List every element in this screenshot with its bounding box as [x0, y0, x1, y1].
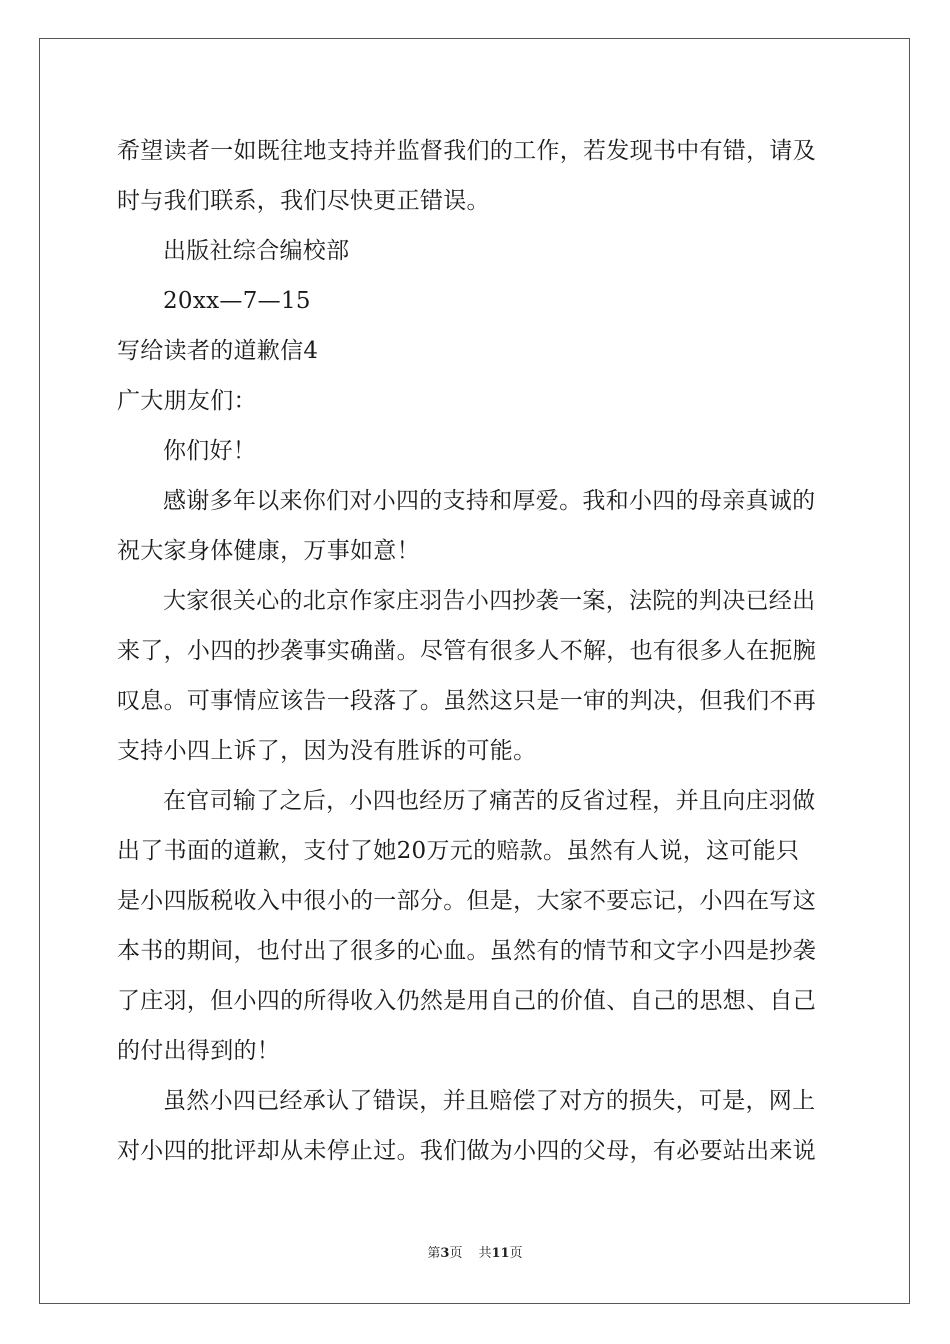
signature-date: 20xx—7—15 [163, 288, 311, 314]
paragraph-line: 祝大家身体健康，万事如意！ [117, 538, 420, 564]
letter-salutation: 广大朋友们： [117, 388, 257, 414]
paragraph-line: 大家很关心的北京作家庄羽告小四抄袭一案，法院的判决已经出 [163, 588, 816, 614]
letter-heading: 写给读者的道歉信4 [117, 338, 319, 364]
signature-department: 出版社综合编校部 [163, 238, 350, 264]
total-pages-label: 共11页 [478, 1246, 523, 1261]
paragraph-line: 本书的期间，也付出了很多的心血。虽然有的情节和文字小四是抄袭 [117, 938, 816, 964]
paragraph-line: 支持小四上诉了，因为没有胜诉的可能。 [117, 738, 537, 764]
paragraph-line: 是小四版税收入中很小的一部分。但是，大家不要忘记，小四在写这 [117, 888, 816, 914]
page-footer [0, 1245, 950, 1263]
paragraph-line: 对小四的批评却从未停止过。我们做为小四的父母，有必要站出来说 [117, 1138, 816, 1164]
letter-greeting: 你们好！ [163, 438, 257, 464]
paragraph-line: 感谢多年以来你们对小四的支持和厚爱。我和小四的母亲真诚的 [163, 488, 816, 514]
paragraph-line: 的付出得到的！ [117, 1038, 281, 1064]
paragraph-line: 出了书面的道歉，支付了她20万元的赔款。虽然有人说，这可能只 [117, 838, 800, 864]
paragraph-line: 叹息。可事情应该告一段落了。虽然这只是一审的判决，但我们不再 [117, 688, 816, 714]
page-number-label: 第3页 [427, 1246, 463, 1261]
paragraph-line: 虽然小四已经承认了错误，并且赔偿了对方的损失，可是，网上 [163, 1088, 816, 1114]
body-text-line: 希望读者一如既往地支持并监督我们的工作，若发现书中有错，请及 [117, 138, 816, 164]
paragraph-line: 在官司输了之后，小四也经历了痛苦的反省过程，并且向庄羽做 [163, 788, 816, 814]
paragraph-line: 了庄羽，但小四的所得收入仍然是用自己的价值、自己的思想、自己 [117, 988, 816, 1014]
body-text-line: 时与我们联系，我们尽快更正错误。 [117, 188, 490, 214]
paragraph-line: 来了，小四的抄袭事实确凿。尽管有很多人不解，也有很多人在扼腕 [117, 638, 816, 664]
